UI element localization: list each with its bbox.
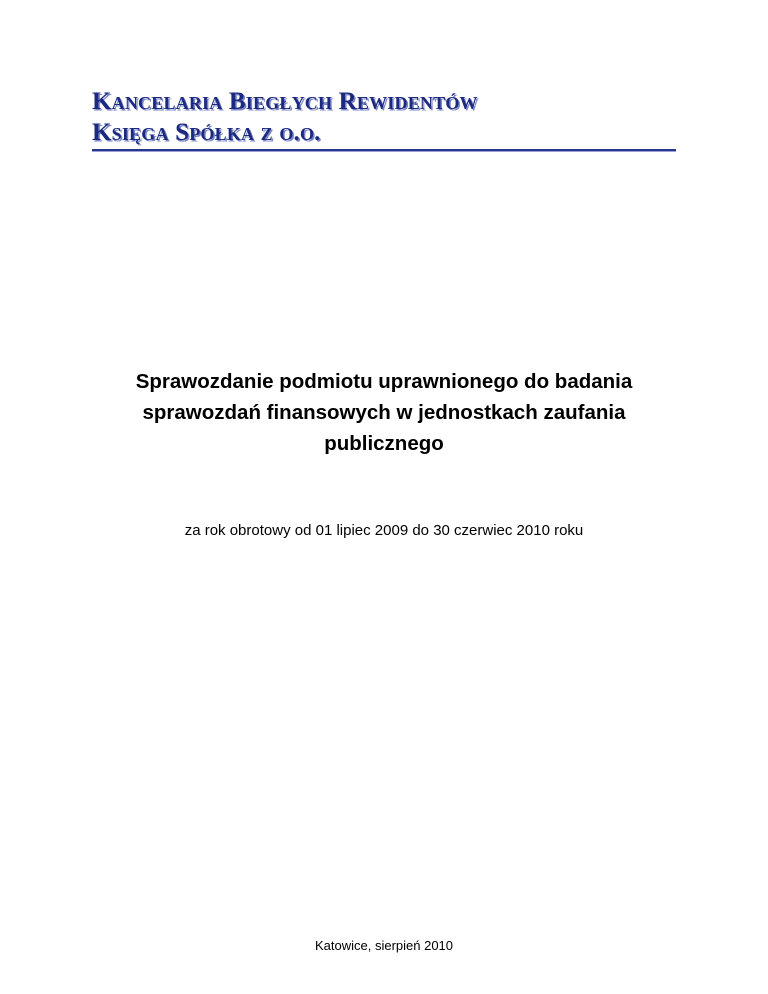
company-name-line-1: Kancelaria Biegłych Rewidentów (92, 88, 478, 115)
document-title (84, 366, 684, 459)
place-and-date: Katowice, sierpień 2010 (314, 938, 454, 953)
reporting-period: za rok obrotowy od 01 lipiec 2009 do 30 czerwiec 2010 roku (184, 522, 584, 539)
company-name-line-2: Księga Spółka z o.o. (92, 119, 321, 146)
document-title-line-1: Sprawozdanie podmiotu uprawnionego do badania (135, 370, 633, 393)
letterhead-divider (92, 149, 676, 151)
document-title-line-2: sprawozdań finansowych w jednostkach zaufania (142, 401, 626, 424)
document-title-line-3: publicznego (324, 432, 444, 455)
company-letterhead (92, 86, 682, 148)
